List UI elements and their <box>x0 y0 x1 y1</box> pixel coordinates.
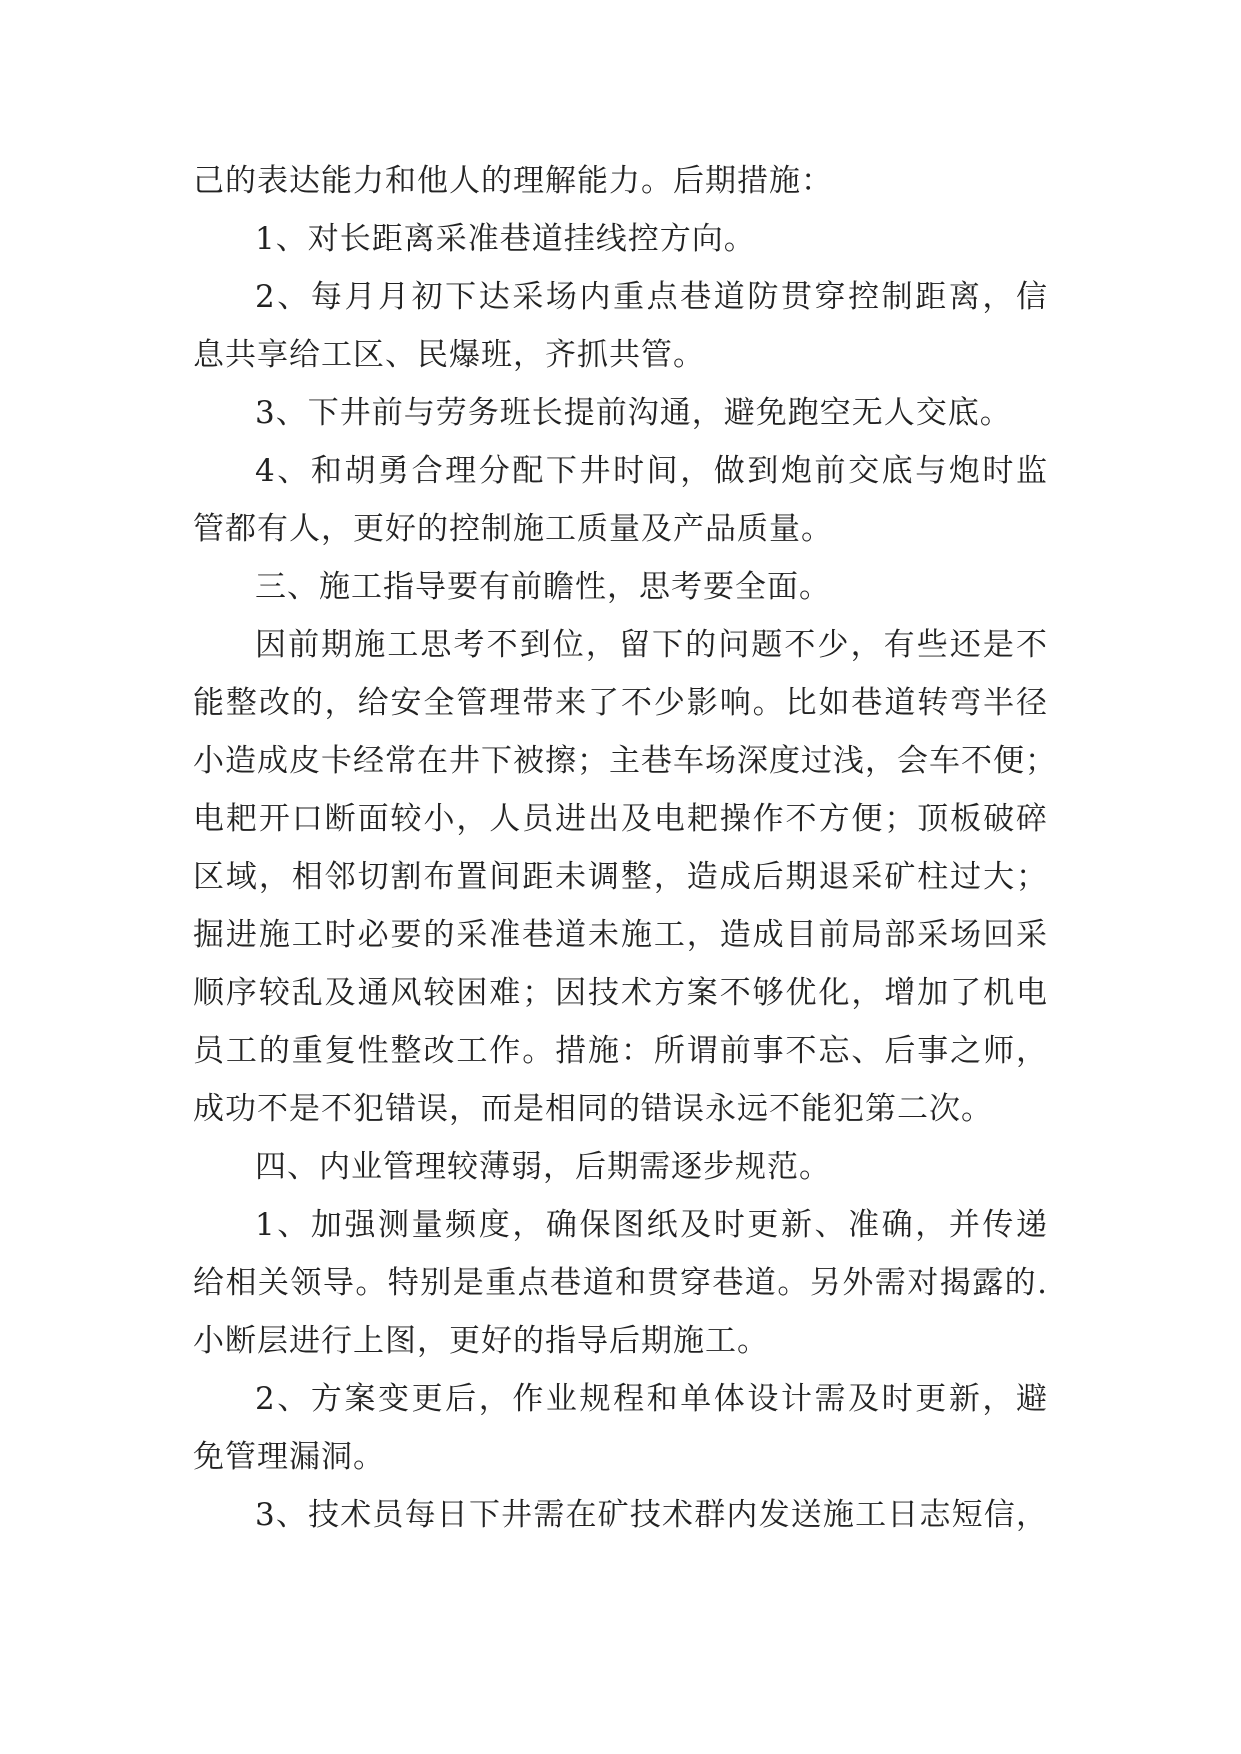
text-line: 给相关领导。特别是重点巷道和贯穿巷道。另外需对揭露的. <box>193 1265 1048 1301</box>
text-line: 息共享给工区、民爆班，齐抓共管。 <box>193 337 705 373</box>
text-line: 己的表达能力和他人的理解能力。后期措施： <box>193 163 833 199</box>
text-line: 免管理漏洞。 <box>193 1439 385 1475</box>
text-line: 1、对长距离采准巷道挂线控方向。 <box>255 221 756 257</box>
text-line: 成功不是不犯错误，而是相同的错误永远不能犯第二次。 <box>193 1091 993 1127</box>
text-line: 2、每月月初下达采场内重点巷道防贯穿控制距离，信 <box>255 279 1048 315</box>
text-line: 小断层进行上图，更好的指导后期施工。 <box>193 1323 769 1359</box>
text-line: 3、下井前与劳务班长提前沟通，避免跑空无人交底。 <box>255 395 1012 431</box>
text-line: 4、和胡勇合理分配下井时间，做到炮前交底与炮时监 <box>255 453 1048 489</box>
text-line: 1、加强测量频度，确保图纸及时更新、准确，并传递 <box>255 1207 1048 1243</box>
text-line: 掘进施工时必要的采准巷道未施工，造成目前局部采场回采 <box>193 917 1048 953</box>
text-line: 区域，相邻切割布置间距未调整，造成后期退采矿柱过大； <box>193 859 1048 895</box>
text-line: 电耙开口断面较小，人员进出及电耙操作不方便；顶板破碎 <box>193 801 1048 837</box>
text-line: 3、技术员每日下井需在矿技术群内发送施工日志短信， <box>255 1497 1048 1533</box>
section-heading: 三、施工指导要有前瞻性，思考要全面。 <box>255 569 831 605</box>
document-body <box>193 152 1057 1544</box>
text-line: 因前期施工思考不到位，留下的问题不少，有些还是不 <box>255 627 1048 663</box>
text-line: 员工的重复性整改工作。措施：所谓前事不忘、后事之师， <box>193 1033 1048 1069</box>
text-line: 管都有人，更好的控制施工质量及产品质量。 <box>193 511 833 547</box>
text-line: 能整改的，给安全管理带来了不少影响。比如巷道转弯半径 <box>193 685 1048 721</box>
text-line: 小造成皮卡经常在井下被擦；主巷车场深度过浅，会车不便； <box>193 743 1057 779</box>
section-heading: 四、内业管理较薄弱，后期需逐步规范。 <box>255 1149 831 1185</box>
text-line: 2、方案变更后，作业规程和单体设计需及时更新，避 <box>255 1381 1048 1417</box>
text-line: 顺序较乱及通风较困难；因技术方案不够优化，增加了机电 <box>193 975 1048 1011</box>
